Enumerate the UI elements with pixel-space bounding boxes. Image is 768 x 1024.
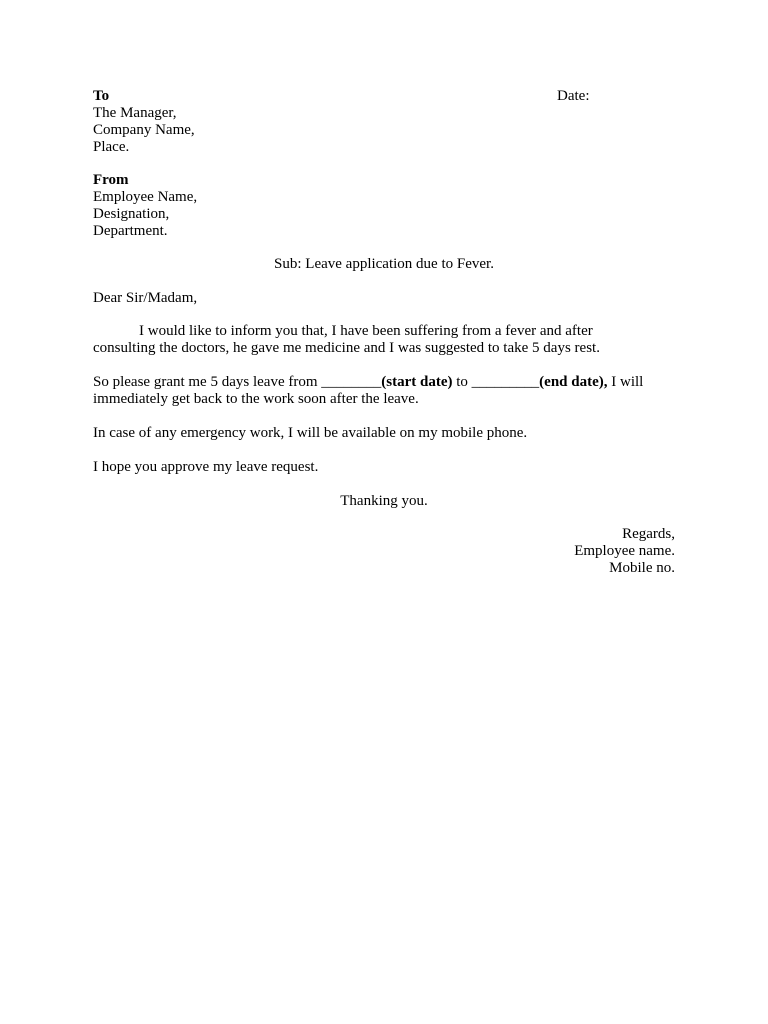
recipient-line: Company Name, [93,122,195,138]
body-paragraph-1 [93,323,675,357]
body-paragraph-2 [93,374,675,408]
sender-block [93,172,675,240]
sender-line: Designation, [93,206,170,222]
closing-thanks: Thanking you. [340,493,428,509]
leave-request-text: So please grant me 5 days leave from ________ [93,374,382,390]
end-date-label: (end date), [539,374,608,390]
date-label: Date: [557,88,590,104]
paragraph-line: immediately get back to the work soon after the leave. [93,391,419,407]
regards-text: Regards, [622,526,675,542]
paragraph-line [93,374,675,391]
signoff-block [93,526,675,577]
mobile-number-text: Mobile no. [609,560,675,576]
paragraph-line: consulting the doctors, he gave me medicine and I was suggested to take 5 days rest. [93,340,600,356]
leave-suffix-text: I will [607,374,644,390]
recipient-line: Place. [93,139,130,155]
recipient-line: The Manager, [93,105,177,121]
sender-line: Employee Name, [93,189,198,205]
subject-line: Sub: Leave application due to Fever. [274,256,494,272]
from-heading: From [93,172,129,188]
to-heading: To [93,88,110,104]
paragraph-line: I would like to inform you that, I have been suffering from a fever and after [139,323,593,339]
start-date-label: (start date) [381,374,453,390]
body-paragraph-3: In case of any emergency work, I will be available on my mobile phone. [93,425,528,441]
sender-line: Department. [93,223,168,239]
leave-to-text: to _________ [452,374,540,390]
body-paragraph-4: I hope you approve my leave request. [93,459,319,475]
salutation: Dear Sir/Madam, [93,290,198,306]
employee-name-text: Employee name. [574,543,675,559]
